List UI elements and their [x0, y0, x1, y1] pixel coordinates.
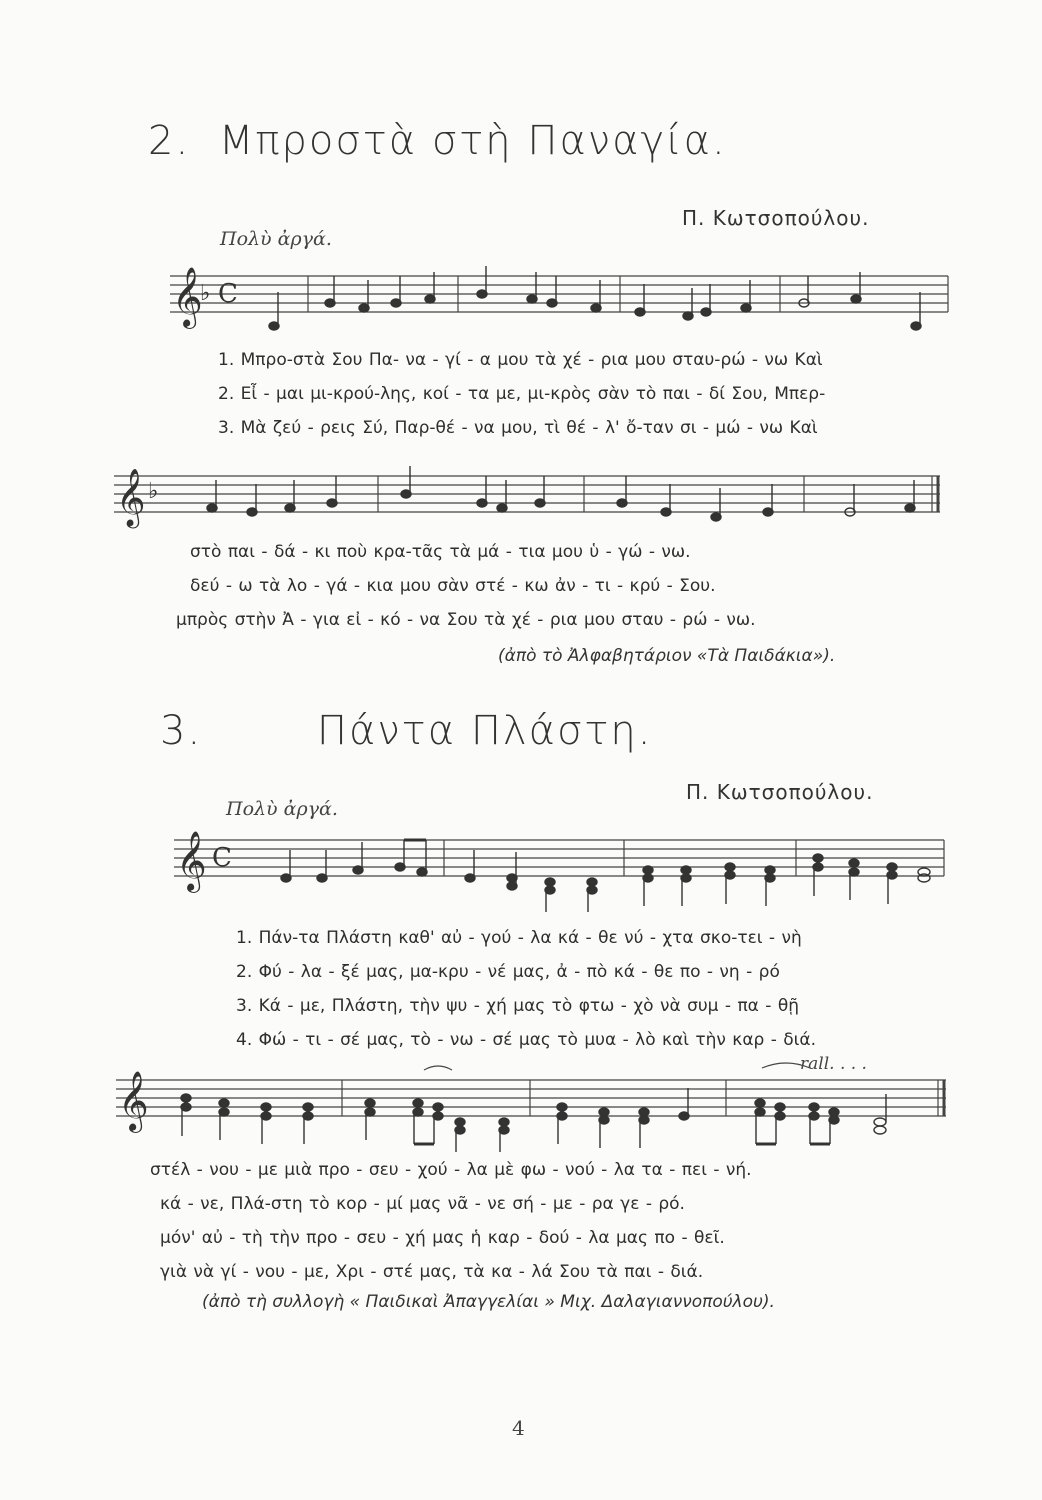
- treble-clef-icon: 𝄞: [118, 1071, 149, 1131]
- song-3-verse-2-cont: κά - νε, Πλά-στη τὸ κορ - μί μας νᾶ - νε σή - με - ρα γε - ρό.: [160, 1194, 685, 1214]
- song-2-number: 2.: [148, 118, 191, 164]
- flat-icon: ♭: [148, 479, 159, 504]
- song-3-source: (ἀπὸ τὴ συλλογὴ « Παιδικαὶ Ἀπαγγελίαι » Μιχ. Δαλαγιαννοπούλου).: [202, 1292, 775, 1312]
- song-2-composer: Π. Κωτσοπούλου.: [682, 206, 870, 230]
- song-3-composer: Π. Κωτσοπούλου.: [686, 780, 874, 804]
- page-number: 4: [512, 1416, 525, 1440]
- treble-clef-icon: 𝄞: [116, 468, 146, 526]
- song-3-verse-3: 3. Κά - με, Πλάστη, τὴν ψυ - χή μας τὸ φτω - χὸ νὰ συμ - πα - θῇ: [236, 996, 799, 1016]
- common-time-icon: C: [212, 843, 232, 873]
- song-2-staff-1: [160, 256, 960, 346]
- song-3-verse-3-cont: μόν' αὐ - τὴ τὴν προ - σευ - χή μας ἡ καρ - δού - λα μας πο - θεῖ.: [160, 1228, 725, 1248]
- song-2-verse-2-cont: δεύ - ω τὰ λο - γά - κια μου σὰν στέ - κω ἀν - τι - κρύ - Σου.: [190, 576, 716, 596]
- song-3-verse-2: 2. Φύ - λα - ξέ μας, μα-κρυ - νέ μας, ἀ - πὸ κά - θε πο - νη - ρό: [236, 962, 780, 982]
- song-2-source: (ἀπὸ τὸ Ἀλφαβητάριον «Τὰ Παιδάκια»).: [498, 646, 836, 666]
- song-3-verse-4: 4. Φώ - τι - σέ μας, τὸ - νω - σέ μας τὸ μυα - λὸ καὶ τὴν καρ - διά.: [236, 1030, 817, 1050]
- song-3-verse-1: 1. Πάν-τα Πλάστη καθ' αὐ - γού - λα κά - θε νύ - χτα σκο-τει - νὴ: [236, 928, 802, 948]
- song-3-staff-2: [106, 1060, 956, 1170]
- song-3-tempo: Πολὺ ἀργά.: [226, 798, 338, 820]
- song-3-title: Πάντα Πλάστη.: [316, 708, 653, 754]
- treble-clef-icon: 𝄞: [176, 831, 207, 891]
- song-2-staff-2: [104, 458, 954, 538]
- song-2-verse-1-cont: στὸ παι - δά - κι ποὺ κρα-τᾶς τὰ μά - τια μου ὑ - γώ - νω.: [190, 542, 691, 562]
- song-3-marking: rall. . . .: [800, 1054, 867, 1074]
- song-3-staff-1: [164, 820, 954, 920]
- treble-clef-icon: 𝄞: [172, 267, 203, 327]
- common-time-icon: C: [218, 279, 238, 309]
- song-2-verse-3-cont: μπρὸς στὴν Ἀ - για εἰ - κό - να Σου τὰ χέ - ρια μου σταυ - ρώ - νω.: [176, 610, 756, 630]
- song-2-verse-3: 3. Μὰ ζεύ - ρεις Σύ, Παρ-θέ - να μου, τὶ θέ - λ' ὄ-ταν σι - μώ - νω Καὶ: [218, 418, 818, 438]
- song-2-verse-2: 2. Εἶ - μαι μι-κρού-λης, κοί - τα με, μι-κρὸς σὰν τὸ παι - δί Σου, Μπερ-: [218, 384, 826, 404]
- song-2-tempo: Πολὺ ἀργά.: [220, 228, 332, 250]
- song-2-verse-1: 1. Μπρο-στὰ Σου Πα- να - γί - α μου τὰ χέ - ρια μου σταυ-ρώ - νω Καὶ: [218, 350, 823, 370]
- song-3-verse-4-cont: γιὰ νὰ γί - νου - με, Χρι - στέ μας, τὰ κα - λά Σου τὰ παι - διά.: [160, 1262, 704, 1282]
- song-3-heading: [160, 708, 652, 754]
- song-2-title: Μπροστὰ στὴ Παναγία.: [218, 118, 727, 164]
- flat-icon: ♭: [200, 281, 211, 306]
- song-2-heading: [148, 118, 727, 164]
- song-3-number: 3.: [160, 708, 203, 754]
- song-3-verse-1-cont: στέλ - νου - με μιὰ προ - σευ - χού - λα μὲ φω - νού - λα τα - πει - νή.: [150, 1160, 752, 1180]
